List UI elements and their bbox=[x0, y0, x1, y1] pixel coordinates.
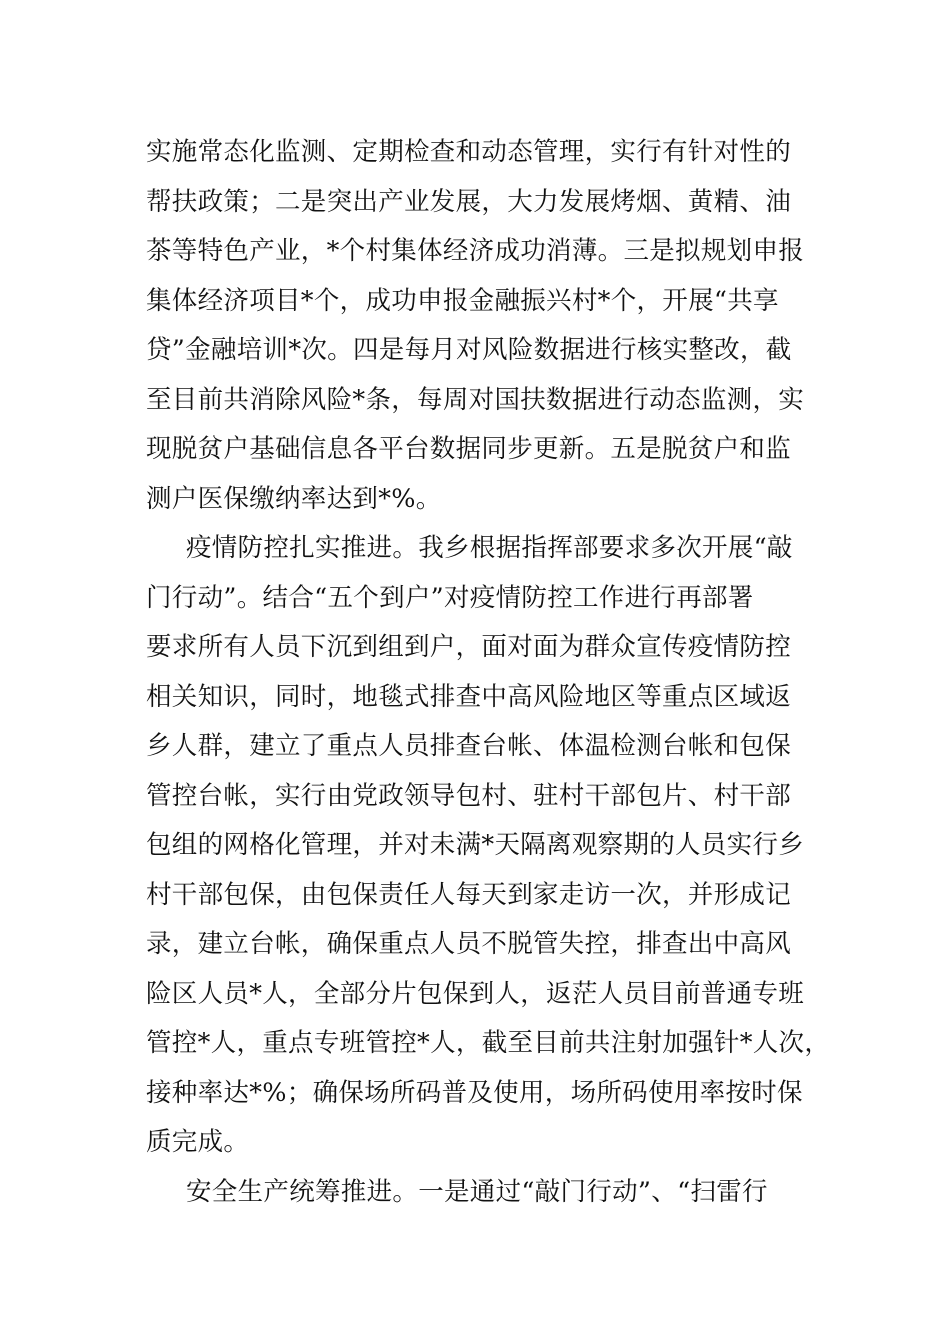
text-line: 相关知识，同时，地毯式排查中高风险地区等重点区域返 bbox=[146, 681, 792, 712]
text-line: 贷”金融培训*次。四是每月对风险数据进行核实整改，截 bbox=[146, 335, 792, 365]
paragraph-start-line: 疫情防控扎实推进。我乡根据指挥部要求多次开展“敲 bbox=[186, 533, 793, 563]
text-line: 接种率达*%；确保场所码普及使用，场所码使用率按时保 bbox=[146, 1077, 803, 1108]
text-line: 集体经济项目*个，成功申报金融振兴村*个，开展“共享 bbox=[146, 285, 779, 316]
paragraph-start-line: 安全生产统筹推进。一是通过“敲门行动”、“扫雷行 bbox=[186, 1176, 768, 1207]
text-line: 现脱贫户基础信息各平台数据同步更新。五是脱贫户和监 bbox=[146, 434, 792, 464]
text-line: 乡人群，建立了重点人员排查台帐、体温检测台帐和包保 bbox=[146, 731, 792, 761]
text-line: 包组的网格化管理，并对未满*天隔离观察期的人员实行乡 bbox=[146, 830, 805, 860]
text-line: 村干部包保，由包保责任人每天到家走访一次，并形成记 bbox=[146, 879, 792, 910]
text-line: 帮扶政策；二是突出产业发展，大力发展烤烟、黄精、油 bbox=[146, 186, 792, 217]
text-line: 录，建立台帐，确保重点人员不脱管失控，排查出中高风 bbox=[146, 929, 792, 959]
text-line: 管控*人，重点专班管控*人，截至目前共注射加强针*人次， bbox=[146, 1028, 831, 1058]
body-text bbox=[146, 128, 831, 1217]
text-line: 实施常态化监测、定期检查和动态管理，实行有针对性的 bbox=[146, 137, 792, 167]
text-line: 管控台帐，实行由党政领导包村、驻村干部包片、村干部 bbox=[146, 780, 792, 811]
text-line: 至目前共消除风险*条，每周对国扶数据进行动态监测，实 bbox=[146, 384, 805, 415]
text-line: 要求所有人员下沉到组到户，面对面为群众宣传疫情防控 bbox=[146, 632, 792, 662]
text-line: 险区人员*人，全部分片包保到人，返茫人员目前普通专班 bbox=[146, 978, 805, 1009]
text-line: 茶等特色产业，*个村集体经济成功消薄。三是拟规划申报 bbox=[146, 236, 805, 266]
text-line: 测户医保缴纳率达到*%。 bbox=[146, 483, 442, 514]
text-line: 门行动”。结合“五个到户”对疫情防控工作进行再部署 bbox=[146, 582, 754, 613]
text-line: 质完成。 bbox=[146, 1127, 250, 1157]
